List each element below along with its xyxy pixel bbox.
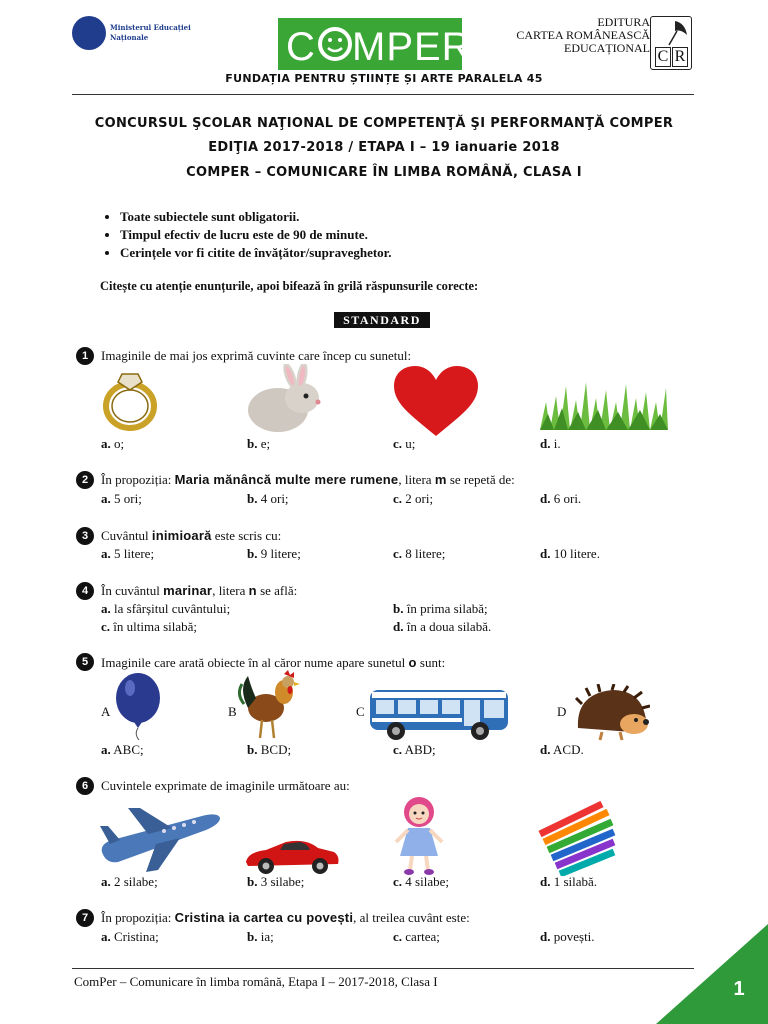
- question-text: În propoziția: Maria mănâncă multe mere rumene, litera m se repetă de:: [101, 472, 515, 487]
- smiley-icon: [320, 29, 350, 59]
- question-number: 2: [76, 471, 94, 489]
- option-a[interactable]: a. 5 litere;: [101, 546, 155, 561]
- footer-text: ComPer – Comunicare în limba română, Etapa I – 2017-2018, Clasa I: [74, 974, 438, 989]
- option-a[interactable]: a. 5 ori;: [101, 491, 142, 506]
- doll-icon: [392, 794, 446, 876]
- foundation-name: FUNDAȚIA PENTRU ȘTIINȚE ȘI ARTE PARALELA 45: [225, 72, 543, 85]
- ring-icon: [102, 368, 158, 432]
- bus-icon: [368, 684, 510, 742]
- grass-icon: [540, 372, 668, 430]
- edition-title: EDIŢIA 2017-2018 / ETAPA I – 19 ianuarie 2018: [208, 140, 560, 155]
- option-c[interactable]: c. 2 ori;: [393, 491, 434, 506]
- section-label: STANDARD: [334, 312, 430, 328]
- option-d[interactable]: d. ACD.: [540, 742, 584, 757]
- svg-text:C: C: [286, 25, 316, 69]
- comper-logo: [278, 18, 462, 70]
- publisher-mark-r: R: [672, 47, 688, 67]
- option-a[interactable]: a. Cristina;: [101, 929, 159, 944]
- sports-car-icon: [244, 832, 340, 876]
- publisher-line2: CARTEA ROMÂNEASCĂ: [516, 28, 650, 42]
- option-b[interactable]: b. e;: [247, 436, 271, 451]
- option-b[interactable]: b. 3 silabe;: [247, 874, 305, 889]
- ministry-name-line1: Ministerul Educației: [110, 23, 191, 32]
- question-number: 5: [76, 653, 94, 671]
- question-number: 1: [76, 347, 94, 365]
- rule-item: • Timpul efectiv de lucru este de 90 de minute.: [120, 226, 392, 244]
- option-b[interactable]: b. în prima silabă;: [393, 601, 488, 616]
- ministry-name-line2: Naționale: [110, 33, 149, 42]
- option-a[interactable]: a. la sfârșitul cuvântului;: [101, 601, 231, 616]
- balloon-icon: [112, 672, 164, 740]
- page-corner: [656, 924, 768, 1024]
- option-b[interactable]: b. 9 litere;: [247, 546, 301, 561]
- option-c[interactable]: c. în ultima silabă;: [101, 619, 198, 634]
- instruction-text: Citește cu atenție enunțurile, apoi bifează în grilă răspunsurile corecte:: [100, 279, 479, 293]
- option-b[interactable]: b. ia;: [247, 929, 274, 944]
- publisher-mark-c: C: [655, 47, 671, 67]
- question-number: 7: [76, 909, 94, 927]
- option-d[interactable]: d. povești.: [540, 929, 595, 944]
- publisher-name: [516, 16, 650, 55]
- option-a[interactable]: a. o;: [101, 436, 125, 451]
- rabbit-icon: [244, 364, 328, 436]
- subject-title: COMPER – COMUNICARE ÎN LIMBA ROMÂNĂ, CLASA I: [186, 165, 582, 180]
- rooster-icon: [238, 668, 304, 742]
- image-label-c: C: [356, 704, 365, 719]
- option-d[interactable]: d. 6 ori.: [540, 491, 582, 506]
- publisher-logo: [650, 16, 692, 70]
- option-c[interactable]: c. u;: [393, 436, 416, 451]
- rules-list: [102, 208, 392, 262]
- hedgehog-icon: [572, 684, 650, 742]
- question-text: Cuvântul inimioară este scris cu:: [101, 528, 282, 543]
- svg-text:MPER: MPER: [352, 25, 462, 69]
- option-d[interactable]: d. 1 silabă.: [540, 874, 598, 889]
- option-c[interactable]: c. 4 silabe;: [393, 874, 449, 889]
- image-label-a: A: [101, 704, 111, 719]
- option-c[interactable]: c. cartea;: [393, 929, 440, 944]
- ministry-emblem-icon: [72, 16, 106, 50]
- question-text: Imaginile de mai jos exprimă cuvinte care încep cu sunetul:: [101, 348, 412, 363]
- image-label-b: B: [228, 704, 237, 719]
- option-b[interactable]: b. BCD;: [247, 742, 292, 757]
- rule-item: • Cerințele vor fi citite de învățător/supraveghetor.: [120, 244, 392, 262]
- heart-icon: [392, 364, 480, 438]
- option-d[interactable]: d. în a doua silabă.: [393, 619, 492, 634]
- option-a[interactable]: a. 2 silabe;: [101, 874, 158, 889]
- rule-item: • Toate subiectele sunt obligatorii.: [120, 208, 392, 226]
- question-text: Imaginile care arată obiecte în al căror nume apare sunetul o sunt:: [101, 655, 446, 670]
- image-label-d: D: [557, 704, 567, 719]
- comper-wordmark: [278, 18, 462, 70]
- question-number: 3: [76, 527, 94, 545]
- page-number: 1: [733, 978, 745, 1000]
- airplane-icon: [98, 800, 222, 874]
- option-b[interactable]: b. 4 ori;: [247, 491, 289, 506]
- option-a[interactable]: a. ABC;: [101, 742, 144, 757]
- option-d[interactable]: d. i.: [540, 436, 561, 451]
- ministry-logo: [72, 16, 212, 52]
- colored-pencils-icon: [538, 800, 616, 876]
- option-d[interactable]: d. 10 litere.: [540, 546, 600, 561]
- question-number: 4: [76, 582, 94, 600]
- option-c[interactable]: c. 8 litere;: [393, 546, 446, 561]
- footer-divider: [72, 968, 694, 969]
- publisher-line1: EDITURA: [597, 15, 650, 29]
- question-number: 6: [76, 777, 94, 795]
- question-text: În cuvântul marinar, litera n se află:: [101, 583, 298, 598]
- header-divider: [72, 94, 694, 95]
- publisher-line3: EDUCAȚIONAL: [564, 41, 650, 55]
- ministry-name: [110, 23, 202, 43]
- question-text: Cuvintele exprimate de imaginile următoare au:: [101, 778, 350, 793]
- option-c[interactable]: c. ABD;: [393, 742, 436, 757]
- contest-title: CONCURSUL ŞCOLAR NAŢIONAL DE COMPETENŢĂ ŞI PERFORMANŢĂ COMPER: [94, 116, 674, 131]
- question-text: În propoziția: Cristina ia cartea cu povești, al treilea cuvânt este:: [101, 910, 470, 925]
